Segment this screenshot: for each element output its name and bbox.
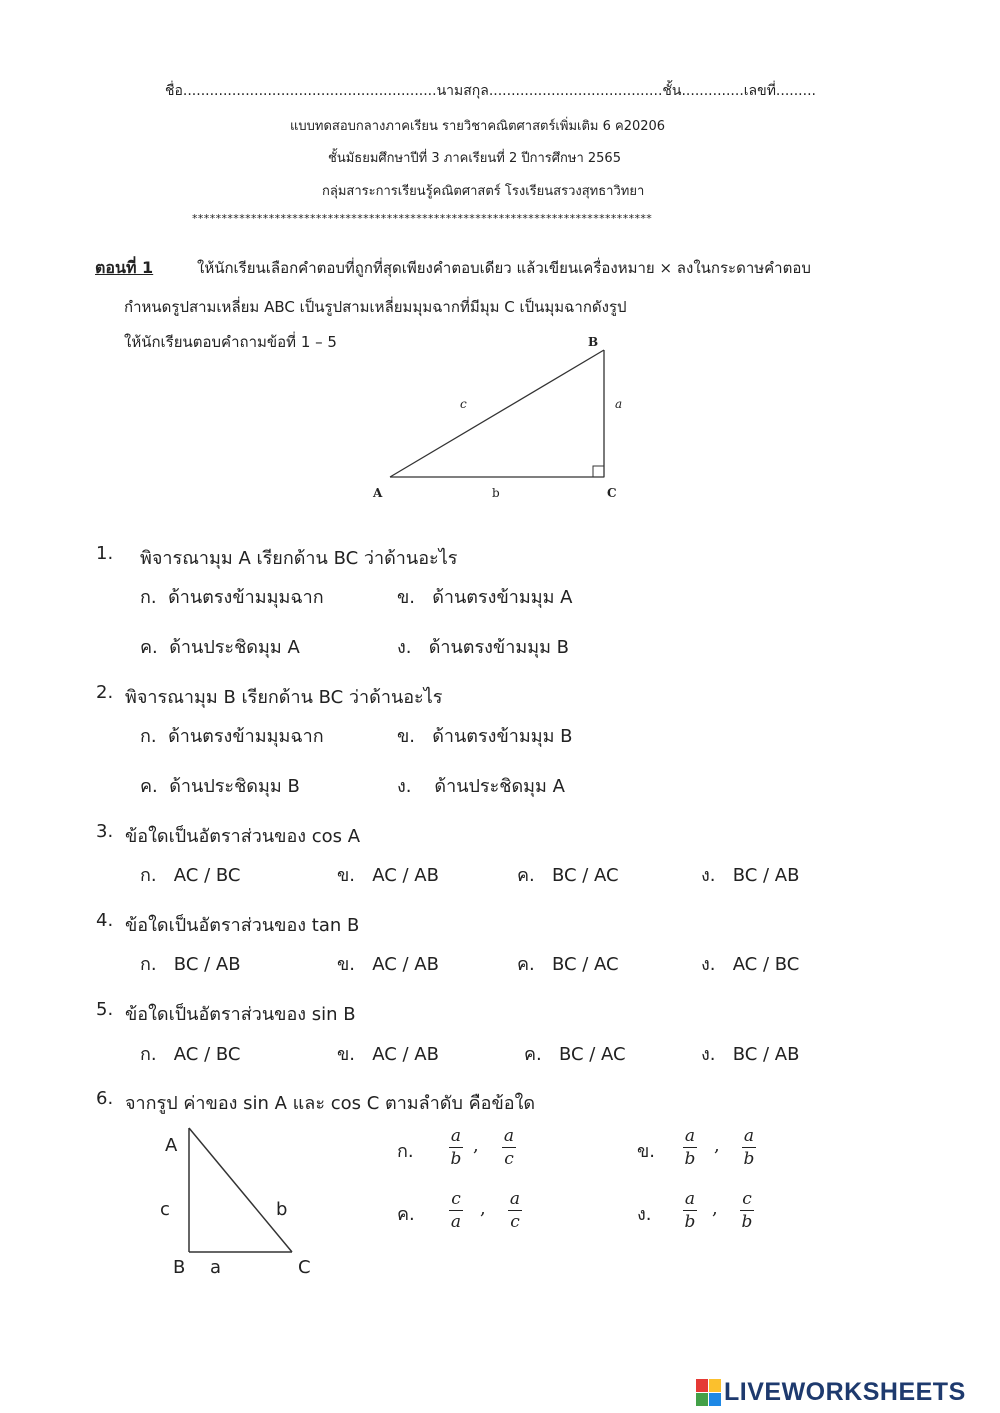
q3-option-1[interactable] xyxy=(140,860,240,889)
liveworksheets-logo-text: LIVEWORKSHEETS xyxy=(724,1378,966,1406)
q5-opt3-text: BC / AC xyxy=(558,1044,626,1065)
numerator: a xyxy=(509,1189,521,1209)
numerator: c xyxy=(742,1189,752,1209)
fig1-label-a: a xyxy=(615,397,623,411)
q2-option-3[interactable] xyxy=(140,771,300,800)
q3-opt4-text: BC / AB xyxy=(732,865,800,886)
q2-opt2-text: ด้านตรงข้ามมุม B xyxy=(432,726,573,747)
numerator: c xyxy=(451,1189,461,1209)
question-2-number: 2. xyxy=(96,682,114,703)
denominator: c xyxy=(504,1149,514,1169)
fig1-label-A: A xyxy=(373,486,383,500)
q6-option-1-mark[interactable]: ก. xyxy=(397,1141,414,1162)
q5-opt4-mark: ง. xyxy=(701,1044,716,1065)
q6-opt2-fraction-2 xyxy=(742,1126,756,1169)
fig1-label-c: c xyxy=(460,397,467,411)
q2-opt4-mark: ง. xyxy=(397,776,412,797)
fig2-label-b: b xyxy=(276,1199,288,1220)
q2-opt1-mark: ก. xyxy=(140,726,157,747)
q5-opt2-text: AC / AB xyxy=(372,1044,439,1065)
school-line: กลุ่มสาระการเรียนรู้คณิตศาสตร์ โรงเรียนสรวงสุทธาวิทยา xyxy=(322,184,645,199)
q4-opt1-text: BC / AB xyxy=(173,954,241,975)
fig1-label-b: b xyxy=(492,486,500,500)
q6-opt4-comma: , xyxy=(712,1198,718,1219)
q3-option-3[interactable] xyxy=(517,860,619,889)
q5-opt2-mark: ข. xyxy=(337,1044,356,1065)
question-3-number: 3. xyxy=(96,821,114,842)
q4-opt2-mark: ข. xyxy=(337,954,356,975)
q6-opt3-fraction-2 xyxy=(508,1189,522,1232)
q1-opt4-text: ด้านตรงข้ามมุม B xyxy=(428,637,570,658)
q1-option-1[interactable] xyxy=(140,582,324,611)
q3-opt1-text: AC / BC xyxy=(173,865,241,886)
q2-option-4[interactable] xyxy=(397,771,565,800)
question-6-number: 6. xyxy=(96,1088,114,1109)
q6-opt2-comma: , xyxy=(714,1135,720,1156)
q2-option-2[interactable] xyxy=(397,721,573,750)
q1-opt1-text: ด้านตรงข้ามมุมฉาก xyxy=(168,587,324,608)
numerator: a xyxy=(684,1126,696,1146)
exam-title: แบบทดสอบกลางภาคเรียน รายวิชาคณิตศาสตร์เพิ่มเติม 6 ค20206 xyxy=(290,119,666,134)
section-label: ตอนที่ 1 xyxy=(95,258,154,277)
q5-opt4-text: BC / AB xyxy=(732,1044,800,1065)
q6-opt1-comma: , xyxy=(473,1135,479,1156)
q3-opt4-mark: ง. xyxy=(701,865,716,886)
q5-opt3-mark: ค. xyxy=(524,1044,542,1065)
q2-opt3-mark: ค. xyxy=(140,776,158,797)
denominator: b xyxy=(450,1149,462,1169)
q6-opt3-comma: , xyxy=(480,1198,486,1219)
liveworksheets-logo[interactable] xyxy=(696,1378,966,1407)
denominator: a xyxy=(450,1212,462,1232)
q5-opt1-mark: ก. xyxy=(140,1044,157,1065)
q5-option-3[interactable] xyxy=(524,1039,626,1068)
numerator: a xyxy=(450,1126,462,1146)
question-4-text: ข้อใดเป็นอัตราส่วนของ tan B xyxy=(125,915,360,936)
q2-option-1[interactable] xyxy=(140,721,324,750)
divider-stars: ****************************************************************************** xyxy=(192,212,653,225)
question-2-text: พิจารณามุม B เรียกด้าน BC ว่าด้านอะไร xyxy=(125,687,443,708)
question-5-number: 5. xyxy=(96,999,114,1020)
q4-option-2[interactable] xyxy=(337,949,439,978)
q1-opt4-mark: ง. xyxy=(397,637,412,658)
q5-option-4[interactable] xyxy=(701,1039,799,1068)
question-6-text: จากรูป ค่าของ sin A และ cos C ตามลำดับ คือข้อใด xyxy=(125,1093,536,1114)
fig1-label-C: C xyxy=(607,486,617,500)
q3-opt2-text: AC / AB xyxy=(372,865,439,886)
q3-opt2-mark: ข. xyxy=(337,865,356,886)
given-statement: กำหนดรูปสามเหลี่ยม ABC เป็นรูปสามเหลี่ยมมุมฉากที่มีมุม C เป็นมุมฉากดังรูป xyxy=(124,298,627,316)
q1-option-4[interactable] xyxy=(397,632,569,661)
q2-opt3-text: ด้านประชิดมุม B xyxy=(169,776,300,797)
q6-opt2-fraction-1 xyxy=(683,1126,697,1169)
q6-opt1-fraction-2 xyxy=(502,1126,516,1169)
denominator: b xyxy=(743,1149,755,1169)
fig2-label-c: c xyxy=(160,1199,170,1220)
q4-opt4-text: AC / BC xyxy=(732,954,800,975)
q4-opt3-mark: ค. xyxy=(517,954,535,975)
q2-opt1-text: ด้านตรงข้ามมุมฉาก xyxy=(168,726,324,747)
q4-opt3-text: BC / AC xyxy=(551,954,619,975)
q6-opt4-fraction-2 xyxy=(740,1189,754,1232)
q6-opt3-fraction-1 xyxy=(449,1189,463,1232)
q4-option-3[interactable] xyxy=(517,949,619,978)
q4-opt1-mark: ก. xyxy=(140,954,157,975)
q4-option-4[interactable] xyxy=(701,949,799,978)
question-3-text: ข้อใดเป็นอัตราส่วนของ cos A xyxy=(125,826,361,847)
denominator: b xyxy=(684,1149,696,1169)
q4-opt4-mark: ง. xyxy=(701,954,716,975)
q4-opt2-text: AC / AB xyxy=(372,954,439,975)
q1-opt3-text: ด้านประชิดมุม A xyxy=(169,637,300,658)
q6-option-4-mark[interactable]: ง. xyxy=(637,1204,652,1225)
q4-option-1[interactable] xyxy=(140,949,241,978)
fig1-label-B: B xyxy=(588,335,599,349)
numerator: a xyxy=(743,1126,755,1146)
q3-option-2[interactable] xyxy=(337,860,439,889)
q6-option-3-mark[interactable]: ค. xyxy=(397,1204,415,1225)
q3-opt1-mark: ก. xyxy=(140,865,157,886)
question-1-number: 1. xyxy=(96,543,114,564)
q1-option-2[interactable] xyxy=(397,582,573,611)
q6-opt4-fraction-1 xyxy=(683,1189,697,1232)
name-line: ชื่อ.........................................................นามสกุล.......................................ชั้น..............เลขที่......... xyxy=(165,83,816,99)
triangle-figure-2 xyxy=(180,1120,310,1260)
q1-opt1-mark: ก. xyxy=(140,587,157,608)
q5-option-2[interactable] xyxy=(337,1039,439,1068)
triangle-figure-1 xyxy=(360,330,640,510)
numerator: a xyxy=(684,1189,696,1209)
q3-opt3-text: BC / AC xyxy=(551,865,619,886)
q1-opt2-text: ด้านตรงข้ามมุม A xyxy=(432,587,573,608)
section-instruction: ให้นักเรียนเลือกคำตอบที่ถูกที่สุดเพียงคำตอบเดียว แล้วเขียนเครื่องหมาย × ลงในกระดาษคำตอบ xyxy=(197,259,811,277)
q3-option-4[interactable] xyxy=(701,860,799,889)
question-4-number: 4. xyxy=(96,910,114,931)
denominator: b xyxy=(684,1212,696,1232)
answer-prompt: ให้นักเรียนตอบคำถามข้อที่ 1 – 5 xyxy=(124,333,337,351)
q2-opt4-text: ด้านประชิดมุม A xyxy=(434,776,565,797)
numerator: a xyxy=(503,1126,515,1146)
fig2-label-C: C xyxy=(298,1257,311,1278)
denominator: b xyxy=(741,1212,753,1232)
level-line: ชั้นมัธยมศึกษาปีที่ 3 ภาคเรียนที่ 2 ปีการศึกษา 2565 xyxy=(328,151,621,166)
q1-opt3-mark: ค. xyxy=(140,637,158,658)
q5-option-1[interactable] xyxy=(140,1039,240,1068)
liveworksheets-logo-icon xyxy=(696,1379,722,1407)
fig2-label-B: B xyxy=(173,1257,186,1278)
q6-option-2-mark[interactable]: ข. xyxy=(637,1141,656,1162)
question-1-text: พิจารณามุม A เรียกด้าน BC ว่าด้านอะไร xyxy=(140,548,458,569)
q5-opt1-text: AC / BC xyxy=(173,1044,241,1065)
question-5-text: ข้อใดเป็นอัตราส่วนของ sin B xyxy=(125,1004,356,1025)
q1-opt2-mark: ข. xyxy=(397,587,416,608)
q6-opt1-fraction-1 xyxy=(449,1126,463,1169)
q2-opt2-mark: ข. xyxy=(397,726,416,747)
fig2-label-a: a xyxy=(210,1257,222,1278)
fig2-label-A: A xyxy=(165,1135,178,1156)
denominator: c xyxy=(510,1212,520,1232)
q1-option-3[interactable] xyxy=(140,632,300,661)
q3-opt3-mark: ค. xyxy=(517,865,535,886)
